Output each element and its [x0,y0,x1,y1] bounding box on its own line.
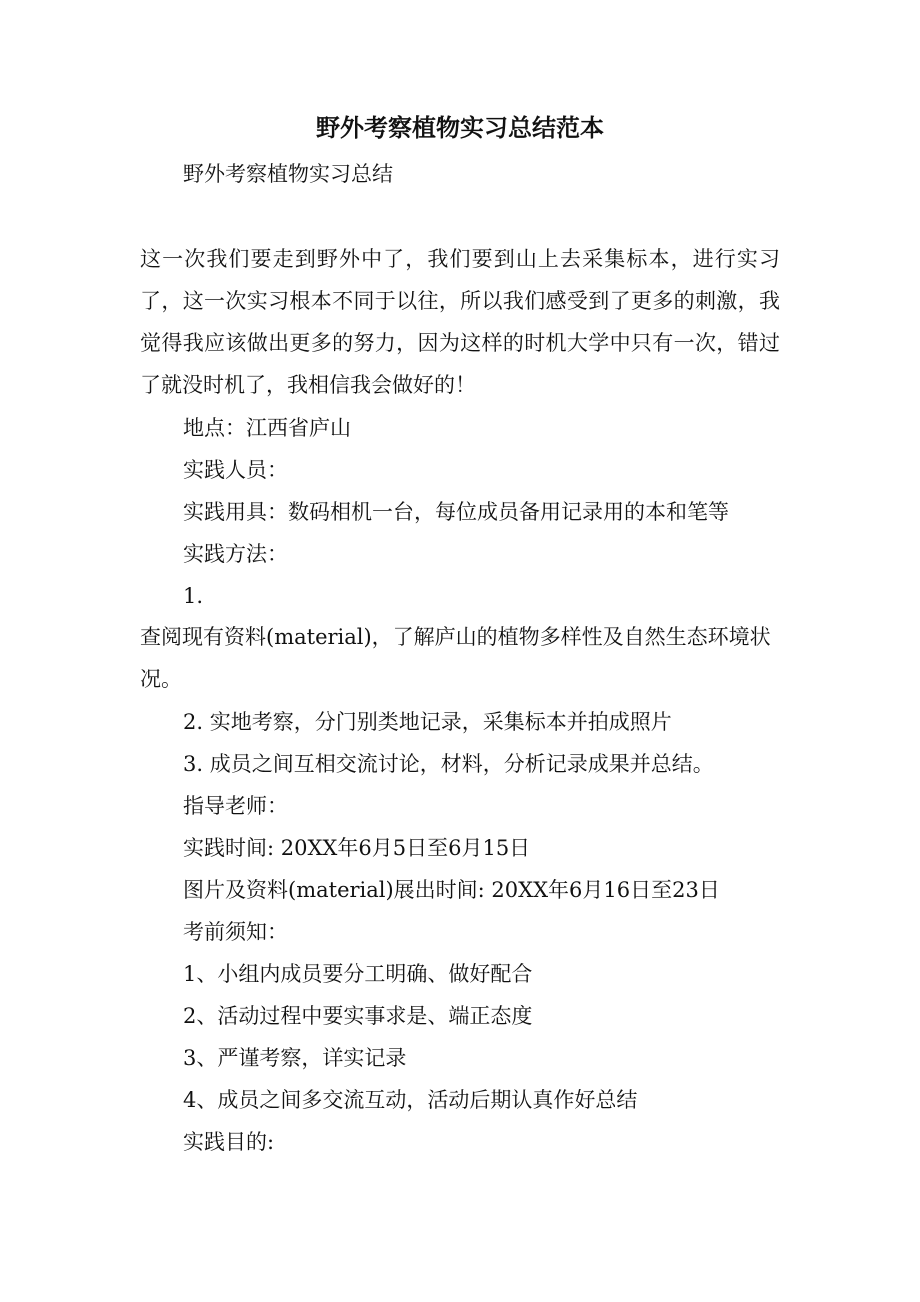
note-4-line: 4、成员之间多交流互动，活动后期认真作好总结 [183,1088,638,1112]
location-line: 地点：江西省庐山 [183,416,351,440]
intro-paragraph: 这一次我们要走到野外中了，我们要到山上去采集标本，进行实习了，这一次实习根本不同于以往，所以我们感受到了更多的刺激，我觉得我应该做出更多的努力，因为这样的时机大学中只有一次，错过了就没时机了，我相信我会做好的！ [140,247,780,397]
practice-time-line: 实践时间: 20XX年6月5日至6月15日 [183,836,531,860]
tools-line: 实践用具：数码相机一台，每位成员备用记录用的本和笔等 [183,500,729,524]
method-1-text: 查阅现有资料(material)，了解庐山的植物多样性及自然生态环境状况。 [140,625,771,691]
document-subtitle: 野外考察植物实习总结 [183,162,393,186]
method-3-line: 3. 成员之间互相交流讨论，材料，分析记录成果并总结。 [183,752,714,776]
purpose-heading: 实践目的: [183,1130,275,1154]
method-2-line: 2. 实地考察，分门别类地记录，采集标本并拍成照片 [183,710,672,734]
method-1-number: 1. [183,584,204,608]
notes-heading: 考前须知： [183,920,288,944]
methods-heading: 实践方法： [183,542,288,566]
document-title: 野外考察植物实习总结范本 [316,113,604,142]
exhibition-time-line: 图片及资料(material)展出时间: 20XX年6月16日至23日 [183,878,720,902]
teacher-line: 指导老师： [183,794,288,818]
note-3-line: 3、严谨考察，详实记录 [183,1046,407,1070]
note-1-line: 1、小组内成员要分工明确、做好配合 [183,962,533,986]
members-line: 实践人员： [183,458,288,482]
note-2-line: 2、活动过程中要实事求是、端正态度 [183,1004,533,1028]
